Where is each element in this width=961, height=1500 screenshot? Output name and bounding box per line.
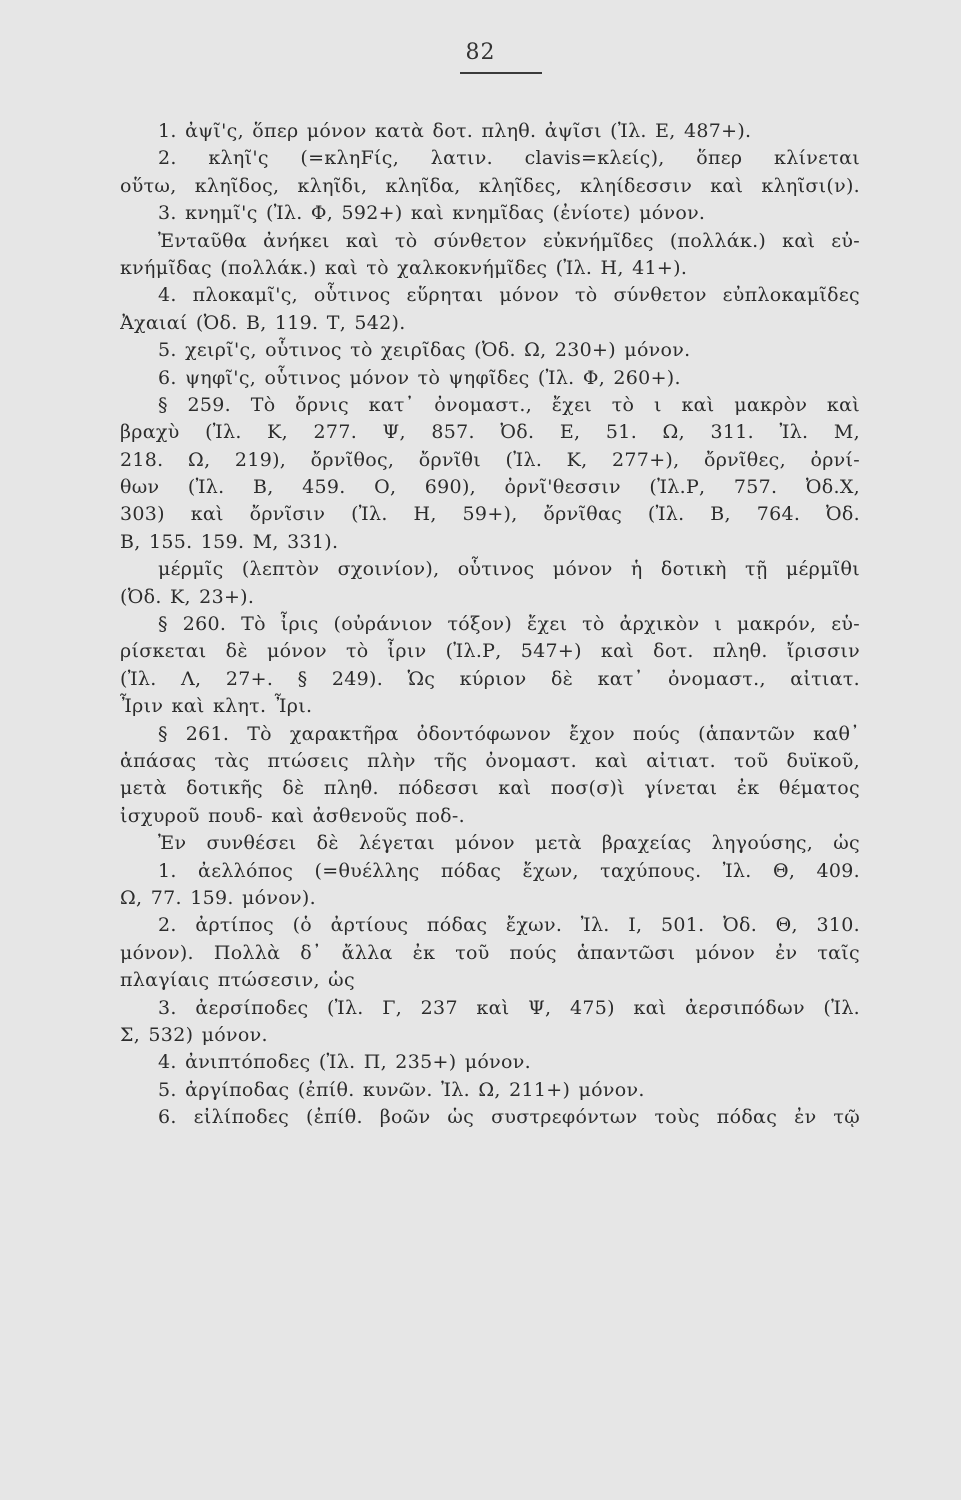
- text-body: [120, 118, 860, 1131]
- text-line: πλαγίαις πτώσεσιν, ὡς: [120, 969, 355, 992]
- text-line: Ω, 77. 159. μόνον).: [120, 886, 316, 909]
- text-line: 218. Ω, 219), ὄρνῖθος, ὄρνῖθι (Ἰλ. Κ, 277+), ὄρνῖθες, ὀρνί-: [120, 448, 860, 471]
- text-line: θων (Ἰλ. Β, 459. Ο, 690), ὀρνῖ'θεσσιν (Ἰλ.Ρ, 757. Ὀδ.Χ,: [120, 476, 860, 499]
- text-line: Ἶριν καὶ κλητ. Ἶρι.: [120, 695, 313, 718]
- text-line: 5. χειρῖ'ς, οὗτινος τὸ χειρῖδας (Ὀδ. Ω, 230+) μόνον.: [158, 339, 691, 362]
- text-line: § 259. Τὸ ὄρνις κατ᾽ ὀνομαστ., ἔχει τὸ ι καὶ μακρὸν καὶ: [158, 393, 860, 416]
- page-number: 82: [465, 40, 496, 65]
- text-line: 4. ἀνιπτόποδες (Ἰλ. Π, 235+) μόνον.: [158, 1051, 531, 1074]
- text-line: 2. ἀρτίπος (ὁ ἀρτίους πόδας ἔχων. Ἰλ. Ι, 501. Ὀδ. Θ, 310.: [158, 914, 860, 937]
- text-line: (Ὀδ. Κ, 23+).: [120, 585, 255, 608]
- text-line: 3. κνημῖ'ς (Ἰλ. Φ, 592+) καὶ κνημῖδας (ἐνίοτε) μόνον.: [158, 202, 706, 225]
- text-line: μέρμῖς (λεπτὸν σχοινίον), οὗτινος μόνον ἡ δοτικὴ τῇ μέρμῖθι: [158, 558, 860, 581]
- text-line: 1. ἀελλόπος (=θυέλλης πόδας ἔχων, ταχύπους. Ἰλ. Θ, 409.: [158, 859, 860, 882]
- text-line: μετὰ δοτικῆς δὲ πληθ. πόδεσσι καὶ ποσ(σ)ὶ γίνεται ἐκ θέματος: [120, 777, 860, 800]
- text-line: Β, 155. 159. Μ, 331).: [120, 530, 339, 553]
- text-line: Ἀχαιαί (Ὀδ. Β, 119. Τ, 542).: [120, 311, 406, 334]
- text-line: 303) καὶ ὄρνῖσιν (Ἰλ. Η, 59+), ὄρνῖθας (Ἰλ. Β, 764. Ὀδ.: [120, 503, 860, 526]
- text-line: ἁπάσας τὰς πτώσεις πλὴν τῆς ὀνομαστ. καὶ αἰτιατ. τοῦ δυϊκοῦ,: [120, 749, 860, 772]
- text-line: Ἐνταῦθα ἀνήκει καὶ τὸ σύνθετον εὐκνήμῖδες (πολλάκ.) καὶ εὐ-: [158, 229, 860, 252]
- text-line: 1. ἀψῖ'ς, ὅπερ μόνον κατὰ δοτ. πληθ. ἀψῖσι (Ἰλ. Ε, 487+).: [158, 120, 752, 142]
- text-line: 4. πλοκαμῖ'ς, οὗτινος εὕρηται μόνον τὸ σύνθετον εὐπλοκαμῖδες: [158, 284, 860, 307]
- text-line: βραχὺ (Ἰλ. Κ, 277. Ψ, 857. Ὀδ. Ε, 51. Ω, 311. Ἰλ. Μ,: [120, 421, 860, 444]
- text-line: (Ἰλ. Λ, 27+. § 249). Ὡς κύριον δὲ κατ᾽ ὀνομαστ., αἰτιατ.: [120, 667, 860, 690]
- text-line: 6. εἰλίποδες (ἐπίθ. βοῶν ὡς συστρεφόντων τοὺς πόδας ἐν τῷ: [158, 1106, 860, 1129]
- text-line: ἰσχυροῦ πουδ- καὶ ἀσθενοῦς ποδ-.: [120, 804, 465, 827]
- text-line: μόνον). Πολλὰ δ᾽ ἄλλα ἐκ τοῦ πούς ἁπαντῶσι μόνον ἐν ταῖς: [120, 941, 860, 964]
- text-line: Ἐν συνθέσει δὲ λέγεται μόνον μετὰ βραχείας ληγούσης, ὡς: [158, 832, 860, 855]
- text-line: 5. ἀργίποδας (ἐπίθ. κυνῶν. Ἰλ. Ω, 211+) μόνον.: [158, 1078, 645, 1101]
- header-rule: [460, 72, 542, 74]
- text-line: κνήμῖδας (πολλάκ.) καὶ τὸ χαλκοκνήμῖδες (Ἰλ. Η, 41+).: [120, 256, 688, 279]
- text-line: Σ, 532) μόνον.: [120, 1023, 268, 1046]
- text-line: ρίσκεται δὲ μόνον τὸ ἶριν (Ἰλ.Ρ, 547+) καὶ δοτ. πληθ. ἴρισσιν: [120, 640, 860, 663]
- text-line: 2. κληῖ'ς (=κληFίς, λατιν. clavis=κλείς), ὅπερ κλίνεται: [158, 147, 860, 170]
- text-line: 6. ψηφῖ'ς, οὗτινος μόνον τὸ ψηφῖδες (Ἰλ. Φ, 260+).: [158, 366, 681, 389]
- text-line: 3. ἀερσίποδες (Ἰλ. Γ, 237 καὶ Ψ, 475) καὶ ἀερσιπόδων (Ἰλ.: [158, 996, 860, 1019]
- text-line: § 260. Τὸ ἶρις (οὐράνιον τόξον) ἔχει τὸ ἀρχικὸν ι μακρόν, εὑ-: [158, 613, 860, 636]
- text-line: § 261. Τὸ χαρακτῆρα ὀδοντόφωνον ἔχον πούς (ἁπαντῶν καθ᾽: [158, 722, 860, 745]
- text-line: οὕτω, κληῖδος, κληῖδι, κληῖδα, κληῖδες, κληίδεσσιν καὶ κληῖσι(ν).: [120, 174, 860, 197]
